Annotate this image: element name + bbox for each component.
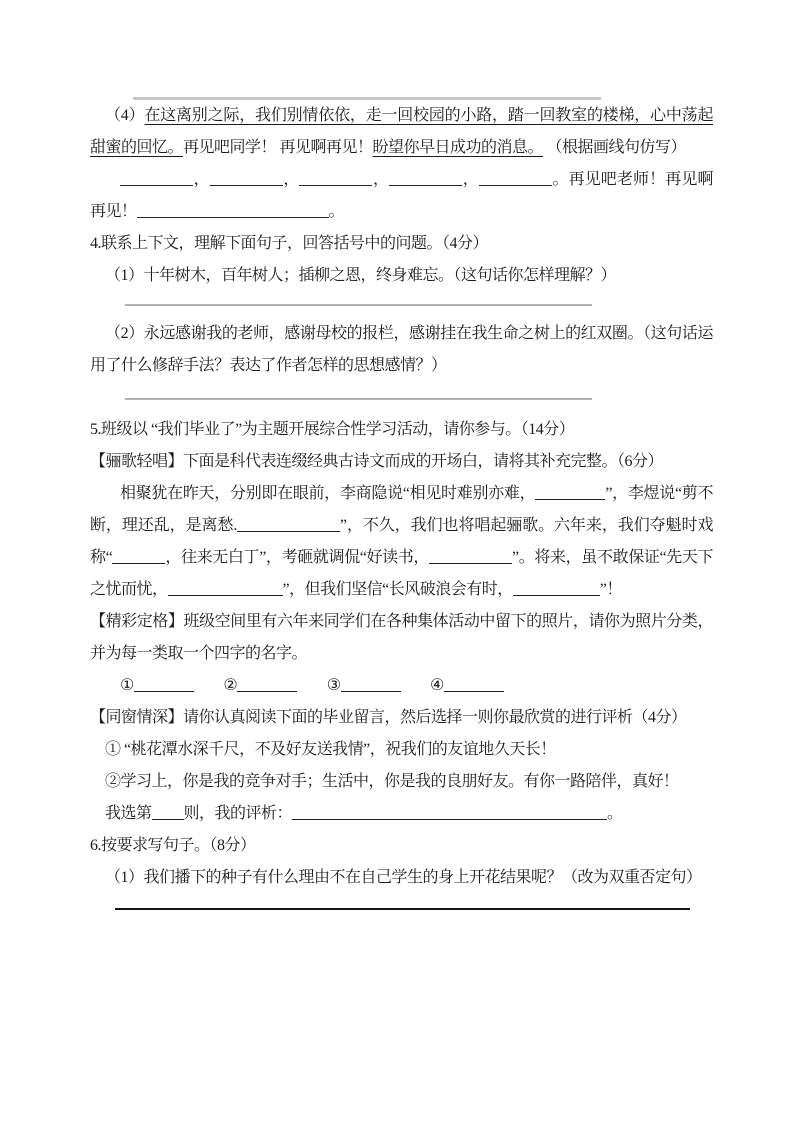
fill-blank (134, 675, 194, 692)
jingcaidingge-header: 【精彩定格】班级空间里有六年来同学们在各种集体活动中留下的照片，请你为照片分类，并为每一类取一个四字的名字。 (90, 613, 713, 662)
choose-mid-text: 则，我的评析： (183, 805, 293, 822)
separator: 。 (551, 171, 569, 188)
fill-blank (389, 169, 462, 186)
tongchuangqingshen-header: 【同窗情深】请你认真阅读下面的毕业留言，然后选择一则你最欣赏的进行评析（4分） (90, 709, 687, 726)
fill-blank (120, 169, 193, 186)
category-group-4 (430, 677, 504, 694)
instruction-note: （根据画线句仿写） (546, 139, 687, 156)
circled-number-2: ② (223, 677, 238, 694)
answer-line (115, 908, 690, 910)
fill-blank (292, 803, 607, 820)
fill-blank (237, 675, 297, 692)
plain-sentence: 再见吧同学！ 再见啊再见！ (183, 139, 373, 156)
circled-number-4: ④ (430, 677, 444, 694)
category-group-1 (120, 677, 194, 694)
underlined-sentence-1: 在这离别之际，我们别情依依，走一回校园的小路，踏一回教室的楼梯，心中荡起甜蜜的回忆。 (90, 107, 713, 156)
quote-segment: ，往来无白丁”，考砸就调侃“好读书， (165, 549, 430, 566)
graduation-message-2: ②学习上，你是我的竞争对手；生活中，你是我的良朋好友。有你一路陪伴，真好！ (105, 773, 679, 790)
item-number: （4） (105, 107, 145, 124)
fill-blank (152, 803, 184, 820)
separator: 。 (328, 203, 345, 220)
question-6-stem: 6.按要求写句子。（8分） (90, 837, 256, 854)
quote-segment: 相聚犹在昨天，分别即在眼前，李商隐说“相见时难别亦难， (120, 485, 536, 502)
fill-blank (237, 515, 340, 532)
fill-blank (112, 547, 165, 564)
answer-line (125, 304, 592, 306)
category-group-2 (223, 677, 297, 694)
fill-blank (429, 547, 512, 564)
question-4-item-1: （1）十年树木，百年树人；插柳之恩，终身难忘。（这句话你怎样理解？） (105, 267, 617, 284)
choose-pre-text: 我选第 (105, 805, 152, 822)
quote-segment: ”！ (599, 581, 622, 598)
q3-4-answer-blanks-row (90, 164, 713, 228)
fill-blank (535, 483, 605, 500)
ligeqingchang-body (90, 478, 713, 606)
question-6-item-1: （1）我们播下的种子有什么理由不在自己学生的身上开花结果呢？（改为双重否定句） (105, 869, 702, 886)
underlined-sentence-2: 盼望你早日成功的消息。 (372, 139, 544, 156)
question-4-item-2: （2）永远感谢我的老师，感谢母校的报栏，感谢挂在我生命之树上的红双圈。（这句话运用了什么修辞手法？表达了作者怎样的思想感情？） (90, 325, 713, 374)
quote-segment: ”，李煜说“剪不断，理还乱，是离愁. (90, 485, 713, 534)
ligeqingchang-header: 【骊歌轻唱】下面是科代表连缀经典古诗文而成的开场白，请将其补充完整。（6分） (90, 453, 664, 470)
choose-end-text: 。 (607, 805, 623, 822)
separator: ， (462, 171, 479, 188)
circled-number-1: ① (120, 677, 134, 694)
question-3-4-paragraph (90, 100, 713, 164)
fill-blank (341, 675, 401, 692)
separator: ， (282, 171, 300, 188)
fill-blank (479, 169, 552, 186)
quote-segment: ”。将来，虽不敢保证“先天下之忧而忧， (90, 549, 713, 598)
photo-category-blanks-row (90, 670, 713, 702)
quote-segment: ”，但我们坚信“长风破浪会有时， (282, 581, 513, 598)
answer-line (125, 398, 592, 400)
answer-tail-text: 再见吧老师！再见啊再见！ (90, 171, 713, 220)
question-5-stem: 5.班级以 “我们毕业了”为主题开展综合性学习活动，请你参与。（14分） (90, 421, 575, 438)
fill-blank (513, 579, 600, 596)
separator: ， (372, 171, 390, 188)
fill-blank (137, 201, 329, 218)
question-4-stem: 4.联系上下文，理解下面句子，回答括号中的问题。（4分） (90, 235, 489, 252)
choose-and-comment-row (90, 798, 713, 830)
separator: ， (193, 171, 210, 188)
fill-blank (444, 675, 504, 692)
circled-number-3: ③ (326, 677, 341, 694)
fill-blank (299, 169, 372, 186)
quote-segment: ”，不久，我们也将唱起骊歌。六年来，我们夺魁时戏称“ (90, 517, 713, 566)
fill-blank (210, 169, 283, 186)
graduation-message-1: ① “桃花潭水深千尺，不及好友送我情”，祝我们的友谊地久天长！ (105, 741, 556, 758)
category-group-3 (327, 677, 401, 694)
fill-blank (168, 579, 283, 596)
